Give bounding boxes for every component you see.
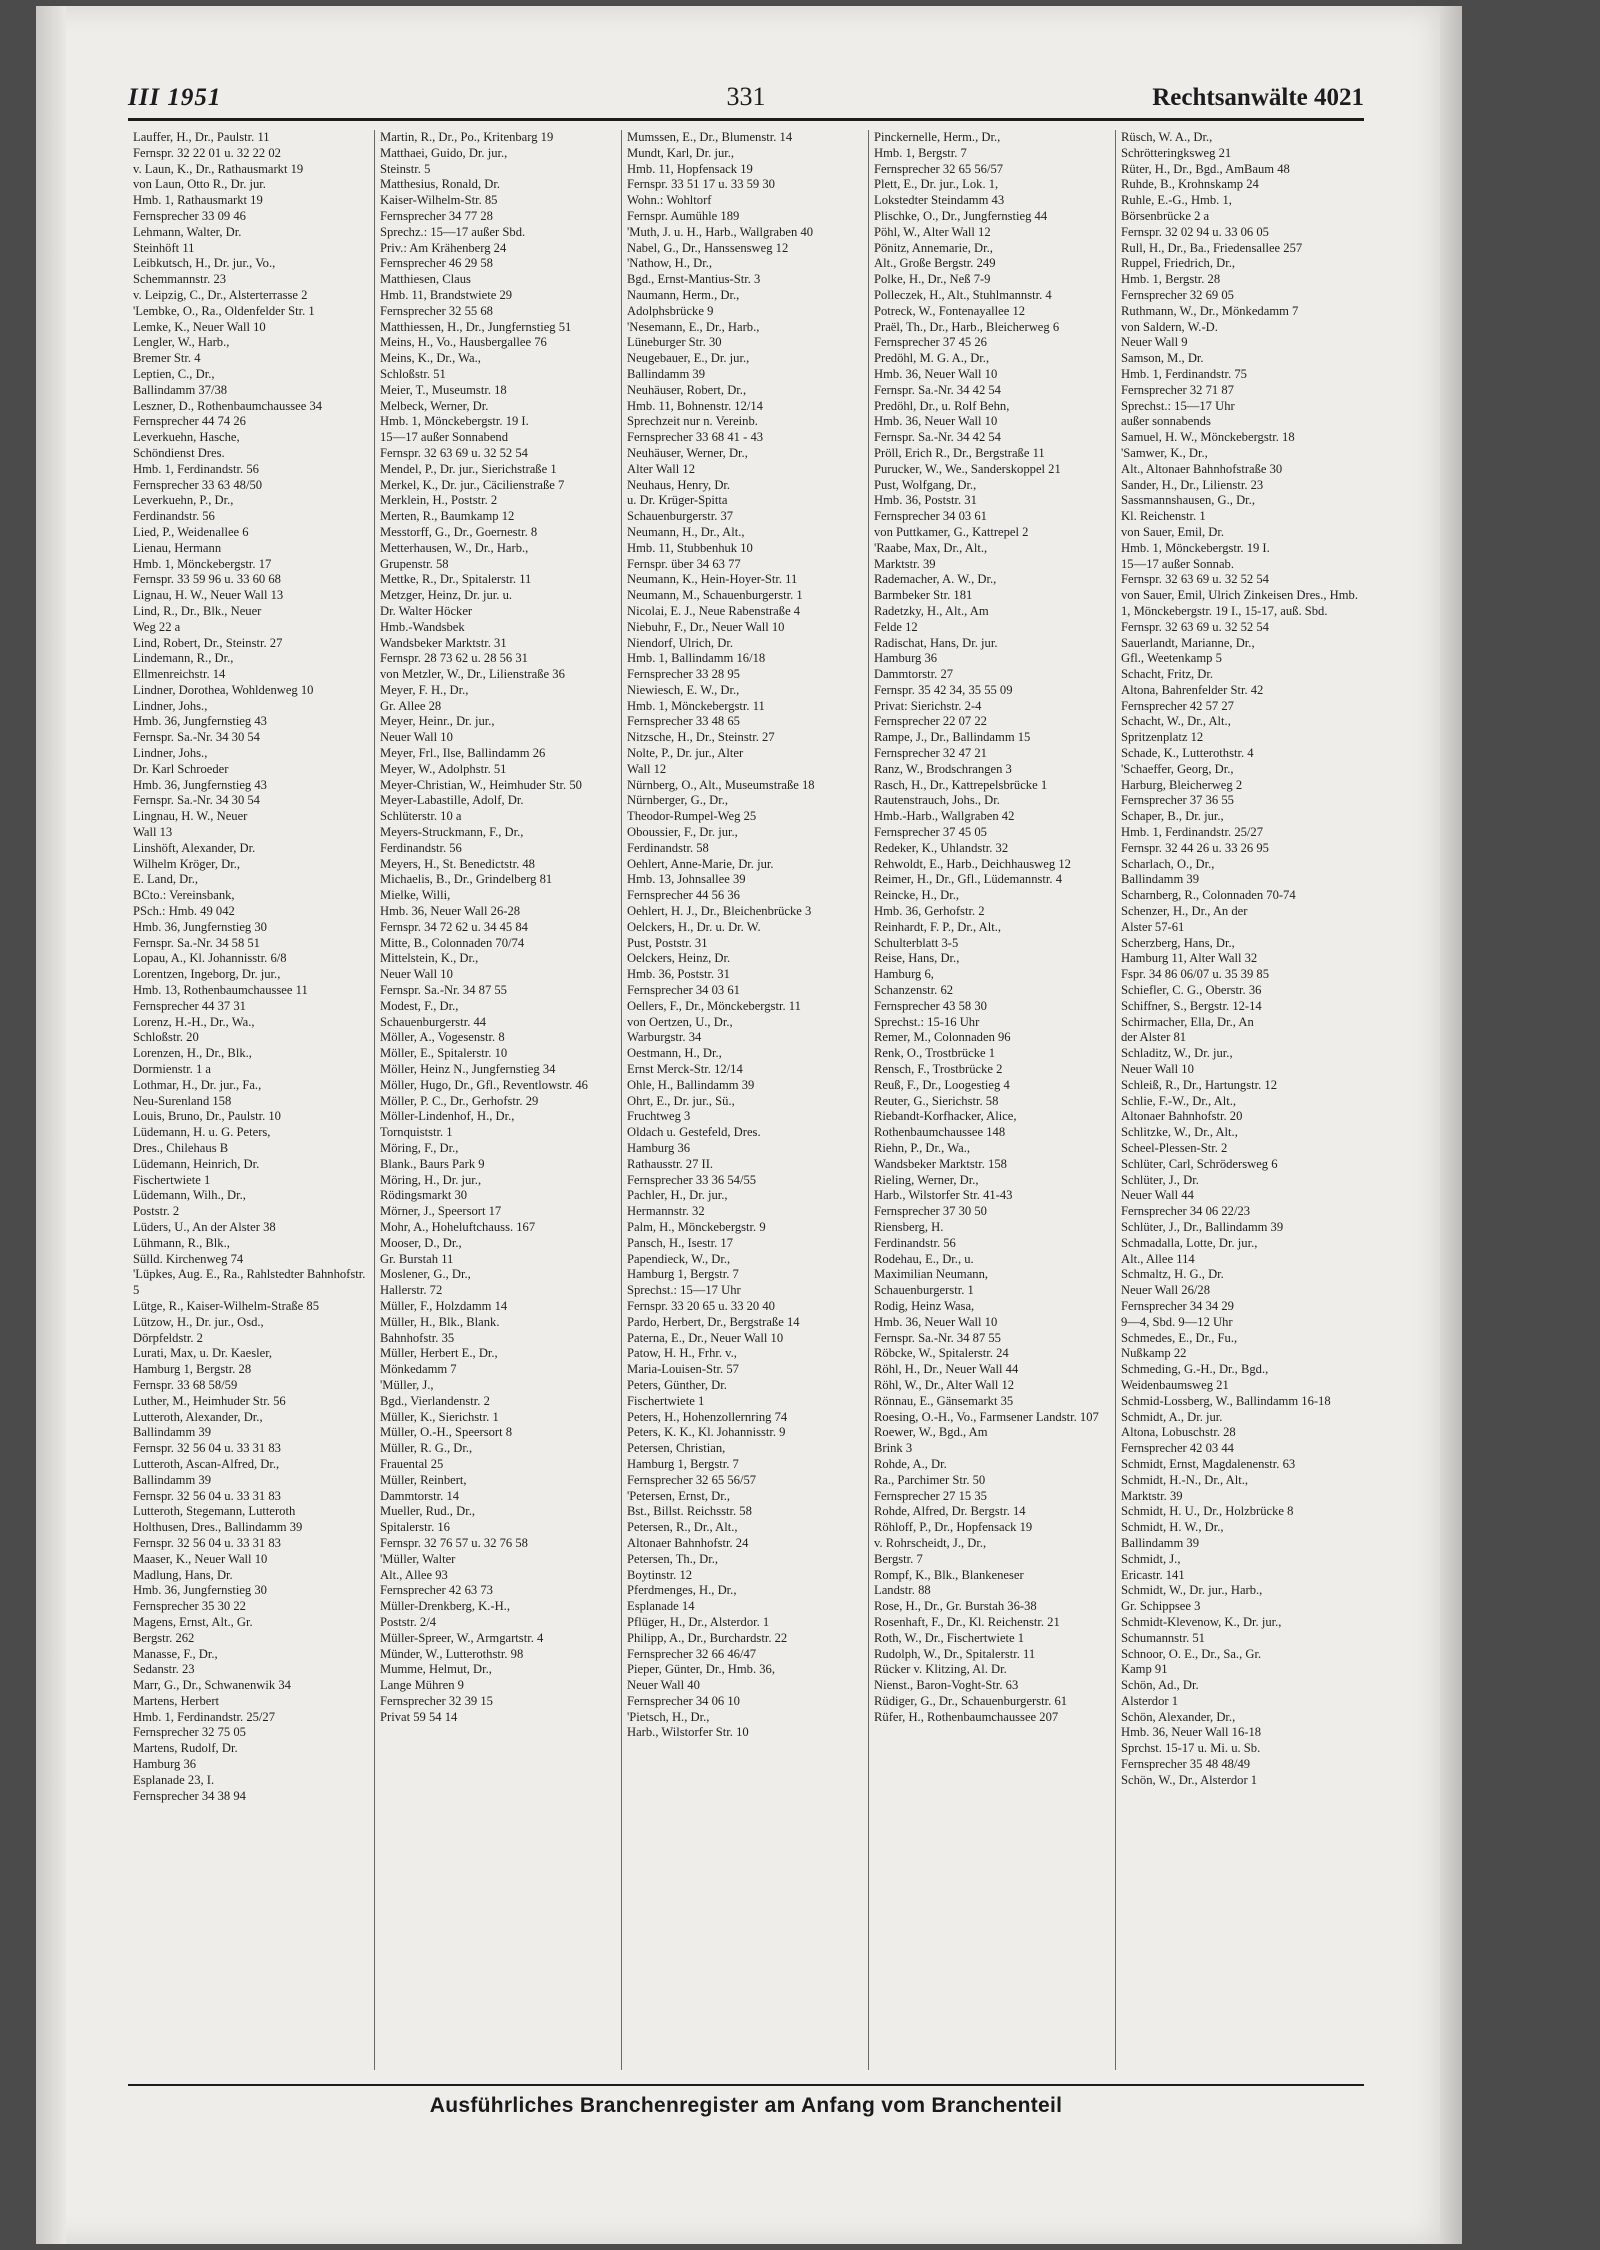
directory-column-2: Martin, R., Dr., Po., Kritenbarg 19 Matthaei, Guido, Dr. jur., Steinstr. 5 Matthesius, Ronald, Dr. Kaiser-Wilhelm-Str. 85 Fernsprecher 34 77 28 Sprechz.: 15—17 außer Sbd. Priv.: Am Krähenberg 24 Fernsprecher 46 29 58 Matthiesen, Claus Hmb. 11, Brandstwiete 29 Fernsprecher 32 55 68 Matthiessen, H., Dr., Jungfernstieg 51 Meins, H., Vo., Hausbergallee 76 Meins, K., Dr., Wa., Schloßstr. 51 Meier, T., Museumstr. 18 Melbeck, Werner, Dr. Hmb. 1, Mönckebergstr. 19 I. 15—17 außer Sonnabend Fernspr. 32 63 69 u. 32 52 54 Mendel, P., Dr. jur., Sierichstraße 1 Merkel, K., Dr. jur., Cäcilienstraße 7 Merklein, H., Poststr. 2 Merten, R., Baumkamp 12 Messtorff, G., Dr., Goernestr. 8 Metterhausen, W., Dr., Harb., Grupenstr. 58 Mettke, R., Dr., Spitalerstr. 11 Metzger, Heinz, Dr. jur. u. Dr. Walter Höcker Hmb.-Wandsbek Wandsbeker Marktstr. 31 Fernspr. 28 73 62 u. 28 56 31 von Metzler, W., Dr., Lilienstraße 36 Meyer, F. H., Dr., Gr. Allee 28 Meyer, Heinr., Dr. jur., Neuer Wall 10 Meyer, Frl., Ilse, Ballindamm 26 Meyer, W., Adolphstr. 51 Meyer-Christian, W., Heimhuder Str. 50 Meyer-Labastille, Adolf, Dr. Schlüterstr. 10 a Meyers-Struckmann, F., Dr., Ferdinandstr. 56 Meyers, H., St. Benedictstr. 48 Michaelis, B., Dr., Grindelberg 81 Mielke, Willi, Hmb. 36, Neuer Wall 26-28 Fernspr. 34 72 62 u. 34 45 84 Mitte, B., Colonnaden 70/74 Mittelstein, K., Dr., Neuer Wall 10 Fernspr. Sa.-Nr. 34 87 55 Modest, F., Dr., Schauenburgerstr. 44 Möller, A., Vogesenstr. 8 Möller, E., Spitalerstr. 10 Möller, Heinz N., Jungfernstieg 34 Möller, Hugo, Dr., Gfl., Reventlowstr. 46 Möller, P. C., Dr., Gerhofstr. 29 Möller-Lindenhof, H., Dr., Tornquiststr. 1 Möring, F., Dr., Blank., Baurs Park 9 Möring, H., Dr. jur., Rödingsmarkt 30 Mörner, J., Speersort 17 Mohr, A., Hoheluftchauss. 167 Mooser, D., Dr., Gr. Burstah 11 Moslener, G., Dr., Hallerstr. 72 Müller, F., Holzdamm 14 Müller, H., Blk., Blank. Bahnhofstr. 35 Müller, Herbert E., Dr., Mönkedamm 7 'Müller, J., Bgd., Vierlandenstr. 2 Müller, K., Sierichstr. 1 Müller, O.-H., Speersort 8 Müller, R. G., Dr., Frauental 25 Müller, Reinbert, Dammtorstr. 14 Mueller, Rud., Dr., Spitalerstr. 16 Fernspr. 32 76 57 u. 32 76 58 'Müller, Walter Alt., Allee 93 Fernsprecher 42 63 73 Müller-Drenkberg, K.-H., Poststr. 2/4 Müller-Spreer, W., Armgartstr. 4 Münder, W., Lutterothstr. 98 Mumme, Helmut, Dr., Lange Mühren 9 Fernsprecher 32 39 15 Privat 59 54 14 [375, 130, 622, 2070]
header-section-title: Rechtsanwälte 4021 [1152, 84, 1364, 111]
directory-column-5: Rüsch, W. A., Dr., Schrötteringksweg 21 Rüter, H., Dr., Bgd., AmBaum 48 Ruhde, B., Krohnskamp 24 Ruhle, E.-G., Hmb. 1, Börsenbrücke 2 a Fernspr. 32 02 94 u. 33 06 05 Rull, H., Dr., Ba., Friedensallee 257 Ruppel, Friedrich, Dr., Hmb. 1, Bergstr. 28 Fernsprecher 32 69 05 Ruthmann, W., Dr., Mönkedamm 7 von Saldern, W.-D. Neuer Wall 9 Samson, M., Dr. Hmb. 1, Ferdinandstr. 75 Fernsprecher 32 71 87 Sprechst.: 15—17 Uhr außer sonnabends Samuel, H. W., Mönckebergstr. 18 'Samwer, K., Dr., Alt., Altonaer Bahnhofstraße 30 Sander, H., Dr., Lilienstr. 23 Sassmannshausen, G., Dr., Kl. Reichenstr. 1 von Sauer, Emil, Dr. Hmb. 1, Mönckebergstr. 19 I. 15—17 außer Sonnab. Fernspr. 32 63 69 u. 32 52 54 von Sauer, Emil, Ulrich Zinkeisen Dres., Hmb. 1, Mönckebergstr. 19 I., 15-17, auß. Sbd. Fernspr. 32 63 69 u. 32 52 54 Sauerlandt, Marianne, Dr., Gfl., Weetenkamp 5 Schacht, Fritz, Dr. Altona, Bahrenfelder Str. 42 Fernsprecher 42 57 27 Schacht, W., Dr., Alt., Spritzenplatz 12 Schade, K., Lutterothstr. 4 'Schaeffer, Georg, Dr., Harburg, Bleicherweg 2 Fernsprecher 37 36 55 Schaper, B., Dr. jur., Hmb. 1, Ferdinandstr. 25/27 Fernspr. 32 44 26 u. 33 26 95 Scharlach, O., Dr., Ballindamm 39 Scharnberg, R., Colonnaden 70-74 Schenzer, H., Dr., An der Alster 57-61 Scherzberg, Hans, Dr., Hamburg 11, Alter Wall 32 Fspr. 34 86 06/07 u. 35 39 85 Schiefler, C. G., Oberstr. 36 Schiffner, S., Bergstr. 12-14 Schirmacher, Ella, Dr., An der Alster 81 Schladitz, W., Dr. jur., Neuer Wall 10 Schleiß, R., Dr., Hartungstr. 12 Schlie, F.-W., Dr., Alt., Altonaer Bahnhofstr. 20 Schlitzke, W., Dr., Alt., Scheel-Plessen-Str. 2 Schlüter, Carl, Schrödersweg 6 Schlüter, J., Dr. Neuer Wall 44 Fernsprecher 34 06 22/23 Schlüter, J., Dr., Ballindamm 39 Schmadalla, Lotte, Dr. jur., Alt., Allee 114 Schmaltz, H. G., Dr. Neuer Wall 26/28 Fernsprecher 34 34 29 9—4, Sbd. 9—12 Uhr Schmedes, E., Dr., Fu., Nußkamp 22 Schmeding, G.-H., Dr., Bgd., Weidenbaumsweg 21 Schmid-Lossberg, W., Ballindamm 16-18 Schmidt, A., Dr. jur. Altona, Lobuschstr. 28 Fernsprecher 42 03 44 Schmidt, Ernst, Magdalenenstr. 63 Schmidt, H.-N., Dr., Alt., Marktstr. 39 Schmidt, H. U., Dr., Holzbrücke 8 Schmidt, H. W., Dr., Ballindamm 39 Schmidt, J., Ericastr. 141 Schmidt, W., Dr. jur., Harb., Gr. Schippsee 3 Schmidt-Klevenow, K., Dr. jur., Schumannstr. 51 Schnoor, O. E., Dr., Sa., Gr. Kamp 91 Schön, Ad., Dr. Alsterdor 1 Schön, Alexander, Dr., Hmb. 36, Neuer Wall 16-18 Sprchst. 15-17 u. Mi. u. Sb. Fernsprecher 35 48 48/49 Schön, W., Dr., Alsterdor 1 [1121, 130, 1358, 1787]
directory-page [36, 6, 1440, 2244]
header-volume-year: III 1951 [128, 84, 222, 111]
directory-columns [128, 130, 1364, 2070]
footer-note: Ausführliches Branchenregister am Anfang vom Branchenteil [128, 2084, 1364, 2118]
page-binding-shadow [36, 6, 66, 2244]
directory-column-1: Lauffer, H., Dr., Paulstr. 11 Fernspr. 32 22 01 u. 32 22 02 v. Laun, K., Dr., Rathausmarkt 19 von Laun, Otto R., Dr. jur. Hmb. 1, Rathausmarkt 19 Fernsprecher 33 09 46 Lehmann, Walter, Dr. Steinhöft 11 Leibkutsch, H., Dr. jur., Vo., Schemmannstr. 23 v. Leipzig, C., Dr., Alsterterrasse 2 'Lembke, O., Ra., Oldenfelder Str. 1 Lemke, K., Neuer Wall 10 Lengler, W., Harb., Bremer Str. 4 Leptien, C., Dr., Ballindamm 37/38 Leszner, D., Rothenbaumchaussee 34 Fernsprecher 44 74 26 Leverkuehn, Hasche, Schöndienst Dres. Hmb. 1, Ferdinandstr. 56 Fernsprecher 33 63 48/50 Leverkuehn, P., Dr., Ferdinandstr. 56 Lied, P., Weidenallee 6 Lienau, Hermann Hmb. 1, Mönckebergstr. 17 Fernspr. 33 59 96 u. 33 60 68 Lignau, H. W., Neuer Wall 13 Lind, R., Dr., Blk., Neuer Weg 22 a Lind, Robert, Dr., Steinstr. 27 Lindemann, R., Dr., Ellmenreichstr. 14 Lindner, Dorothea, Wohldenweg 10 Lindner, Johs., Hmb. 36, Jungfernstieg 43 Fernspr. Sa.-Nr. 34 30 54 Lindner, Johs., Dr. Karl Schroeder Hmb. 36, Jungfernstieg 43 Fernspr. Sa.-Nr. 34 30 54 Lingnau, H. W., Neuer Wall 13 Linshöft, Alexander, Dr. Wilhelm Kröger, Dr., E. Land, Dr., BCto.: Vereinsbank, PSch.: Hmb. 49 042 Hmb. 36, Jungfernstieg 30 Fernspr. Sa.-Nr. 34 58 51 Lopau, A., Kl. Johannisstr. 6/8 Lorentzen, Ingeborg, Dr. jur., Hmb. 13, Rothenbaumchaussee 11 Fernsprecher 44 37 31 Lorenz, H.-H., Dr., Wa., Schloßstr. 20 Lorenzen, H., Dr., Blk., Dormienstr. 1 a Lothmar, H., Dr. jur., Fa., Neu-Surenland 158 Louis, Bruno, Dr., Paulstr. 10 Lüdemann, H. u. G. Peters, Dres., Chilehaus B Lüdemann, Heinrich, Dr. Fischertwiete 1 Lüdemann, Wilh., Dr., Poststr. 2 Lüders, U., An der Alster 38 Lühmann, R., Blk., Sülld. Kirchenweg 74 'Lüpkes, Aug. E., Ra., Rahlstedter Bahnhofstr. 5 Lütge, R., Kaiser-Wilhelm-Straße 85 Lützow, H., Dr. jur., Osd., Dörpfeldstr. 2 Lurati, Max, u. Dr. Kaesler, Hamburg 1, Bergstr. 28 Fernspr. 33 68 58/59 Luther, M., Heimhuder Str. 56 Lutteroth, Alexander, Dr., Ballindamm 39 Fernspr. 32 56 04 u. 33 31 83 Lutteroth, Ascan-Alfred, Dr., Ballindamm 39 Fernspr. 32 56 04 u. 33 31 83 Lutteroth, Stegemann, Lutteroth Holthusen, Dres., Ballindamm 39 Fernspr. 32 56 04 u. 33 31 83 Maaser, K., Neuer Wall 10 Madlung, Hans, Dr. Hmb. 36, Jungfernstieg 30 Fernsprecher 35 30 22 Magens, Ernst, Alt., Gr. Bergstr. 262 Manasse, F., Dr., Sedanstr. 23 Marr, G., Dr., Schwanenwik 34 Martens, Herbert Hmb. 1, Ferdinandstr. 25/27 Fernsprecher 32 75 05 Martens, Rudolf, Dr. Hamburg 36 Esplanade 23, I. Fernsprecher 34 38 94 [128, 130, 375, 2070]
page-header [128, 68, 1364, 121]
directory-column-4: Pinckernelle, Herm., Dr., Hmb. 1, Bergstr. 7 Fernsprecher 32 65 56/57 Plett, E., Dr. jur., Lok. 1, Lokstedter Steindamm 43 Plischke, O., Dr., Jungfernstieg 44 Pöhl, W., Alter Wall 12 Pönitz, Annemarie, Dr., Alt., Große Bergstr. 249 Polke, H., Dr., Neß 7-9 Polleczek, H., Alt., Stuhlmannstr. 4 Potreck, W., Fontenayallee 12 Praël, Th., Dr., Harb., Bleicherweg 6 Fernsprecher 37 45 26 Predöhl, M. G. A., Dr., Hmb. 36, Neuer Wall 10 Fernspr. Sa.-Nr. 34 42 54 Predöhl, Dr., u. Rolf Behn, Hmb. 36, Neuer Wall 10 Fernspr. Sa.-Nr. 34 42 54 Pröll, Erich R., Dr., Bergstraße 11 Purucker, W., We., Sanderskoppel 21 Pust, Wolfgang, Dr., Hmb. 36, Poststr. 31 Fernsprecher 34 03 61 von Puttkamer, G., Kattrepel 2 'Raabe, Max, Dr., Alt., Marktstr. 39 Rademacher, A. W., Dr., Barmbeker Str. 181 Radetzky, H., Alt., Am Felde 12 Radischat, Hans, Dr. jur. Hamburg 36 Dammtorstr. 27 Fernspr. 35 42 34, 35 55 09 Privat: Sierichstr. 2-4 Fernsprecher 22 07 22 Rampe, J., Dr., Ballindamm 15 Fernsprecher 32 47 21 Ranz, W., Brodschrangen 3 Rasch, H., Dr., Kattrepelsbrücke 1 Rautenstrauch, Johs., Dr. Hmb.-Harb., Wallgraben 42 Fernsprecher 37 45 05 Redeker, K., Uhlandstr. 32 Rehwoldt, E., Harb., Deichhausweg 12 Reimer, H., Dr., Gfl., Lüdemannstr. 4 Reincke, H., Dr., Hmb. 36, Gerhofstr. 2 Reinhardt, F. P., Dr., Alt., Schulterblatt 3-5 Reise, Hans, Dr., Hamburg 6, Schanzenstr. 62 Fernsprecher 43 58 30 Sprechst.: 15-16 Uhr Remer, M., Colonnaden 96 Renk, O., Trostbrücke 1 Rensch, F., Trostbrücke 2 Reuß, F., Dr., Loogestieg 4 Reuter, G., Sierichstr. 58 Riebandt-Korfhacker, Alice, Rothenbaumchaussee 148 Riehn, P., Dr., Wa., Wandsbeker Marktstr. 158 Rieling, Werner, Dr., Harb., Wilstorfer Str. 41-43 Fernsprecher 37 30 50 Riensberg, H. Ferdinandstr. 56 Rodehau, E., Dr., u. Maximilian Neumann, Schauenburgerstr. 1 Rodig, Heinz Wasa, Hmb. 36, Neuer Wall 10 Fernspr. Sa.-Nr. 34 87 55 Röbcke, W., Spitalerstr. 24 Röhl, H., Dr., Neuer Wall 44 Röhl, W., Dr., Alter Wall 12 Rönnau, E., Gänsemarkt 35 Roesing, O.-H., Vo., Farmsener Landstr. 107 Roewer, W., Bgd., Am Brink 3 Rohde, A., Dr. Ra., Parchimer Str. 50 Fernsprecher 27 15 35 Rohde, Alfred, Dr. Bergstr. 14 Röhloff, P., Dr., Hopfensack 19 v. Rohrscheidt, J., Dr., Bergstr. 7 Rompf, K., Blk., Blankeneser Landstr. 88 Rose, H., Dr., Gr. Burstah 36-38 Rosenhaft, F., Dr., Kl. Reichenstr. 21 Roth, W., Dr., Fischertwiete 1 Rudolph, W., Dr., Spitalerstr. 11 Rücker v. Klitzing, Al. Dr. Nienst., Baron-Voght-Str. 63 Rüdiger, G., Dr., Schauenburgerstr. 61 Rüfer, H., Rothenbaumchaussee 207 [869, 130, 1116, 2070]
directory-column-3: Mumssen, E., Dr., Blumenstr. 14 Mundt, Karl, Dr. jur., Hmb. 11, Hopfensack 19 Fernspr. 33 51 17 u. 33 59 30 Wohn.: Wohltorf Fernspr. Aumühle 189 'Muth, J. u. H., Harb., Wallgraben 40 Nabel, G., Dr., Hanssensweg 12 'Nathow, H., Dr., Bgd., Ernst-Mantius-Str. 3 Naumann, Herm., Dr., Adolphsbrücke 9 'Nesemann, E., Dr., Harb., Lüneburger Str. 30 Neugebauer, E., Dr. jur., Ballindamm 39 Neuhäuser, Robert, Dr., Hmb. 11, Bohnenstr. 12/14 Sprechzeit nur n. Vereinb. Fernsprecher 33 68 41 - 43 Neuhäuser, Werner, Dr., Alter Wall 12 Neuhaus, Henry, Dr. u. Dr. Krüger-Spitta Schauenburgerstr. 37 Neumann, H., Dr., Alt., Hmb. 11, Stubbenhuk 10 Fernspr. über 34 63 77 Neumann, K., Hein-Hoyer-Str. 11 Neumann, M., Schauenburgerstr. 1 Nicolai, E. J., Neue Rabenstraße 4 Niebuhr, F., Dr., Neuer Wall 10 Niendorf, Ulrich, Dr. Hmb. 1, Ballindamm 16/18 Fernsprecher 33 28 95 Niewiesch, E. W., Dr., Hmb. 1, Mönckebergstr. 11 Fernsprecher 33 48 65 Nitzsche, H., Dr., Steinstr. 27 Nolte, P., Dr. jur., Alter Wall 12 Nürnberg, O., Alt., Museumstraße 18 Nürnberger, G., Dr., Theodor-Rumpel-Weg 25 Oboussier, F., Dr. jur., Ferdinandstr. 58 Oehlert, Anne-Marie, Dr. jur. Hmb. 13, Johnsallee 39 Fernsprecher 44 56 36 Oehlert, H. J., Dr., Bleichenbrücke 3 Oelckers, H., Dr. u. Dr. W. Pust, Poststr. 31 Oelckers, Heinz, Dr. Hmb. 36, Poststr. 31 Fernsprecher 34 03 61 Oellers, F., Dr., Mönckebergstr. 11 von Oertzen, U., Dr., Warburgstr. 34 Oestmann, H., Dr., Ernst Merck-Str. 12/14 Ohle, H., Ballindamm 39 Ohrt, E., Dr. jur., Sü., Fruchtweg 3 Oldach u. Gestefeld, Dres. Hamburg 36 Rathausstr. 27 II. Fernsprecher 33 36 54/55 Pachler, H., Dr. jur., Hermannstr. 32 Palm, H., Mönckebergstr. 9 Pansch, H., Isestr. 17 Papendieck, W., Dr., Hamburg 1, Bergstr. 7 Sprechst.: 15—17 Uhr Fernspr. 33 20 65 u. 33 20 40 Pardo, Herbert, Dr., Bergstraße 14 Paterna, E., Dr., Neuer Wall 10 Patow, H. H., Frhr. v., Maria-Louisen-Str. 57 Peters, Günther, Dr. Fischertwiete 1 Peters, H., Hohenzollernring 74 Peters, K. K., Kl. Johannisstr. 9 Petersen, Christian, Hamburg 1, Bergstr. 7 Fernsprecher 32 65 56/57 'Petersen, Ernst, Dr., Bst., Billst. Reichsstr. 58 Petersen, R., Dr., Alt., Altonaer Bahnhofstr. 24 Petersen, Th., Dr., Boytinstr. 12 Pferdmenges, H., Dr., Esplanade 14 Pflüger, H., Dr., Alsterdor. 1 Philipp, A., Dr., Burchardstr. 22 Fernsprecher 32 66 46/47 Pieper, Günter, Dr., Hmb. 36, Neuer Wall 40 Fernsprecher 34 06 10 'Pietsch, H., Dr., Harb., Wilstorfer Str. 10 [622, 130, 869, 2070]
page-edge [1440, 6, 1462, 2244]
page-number: 331 [726, 82, 766, 111]
